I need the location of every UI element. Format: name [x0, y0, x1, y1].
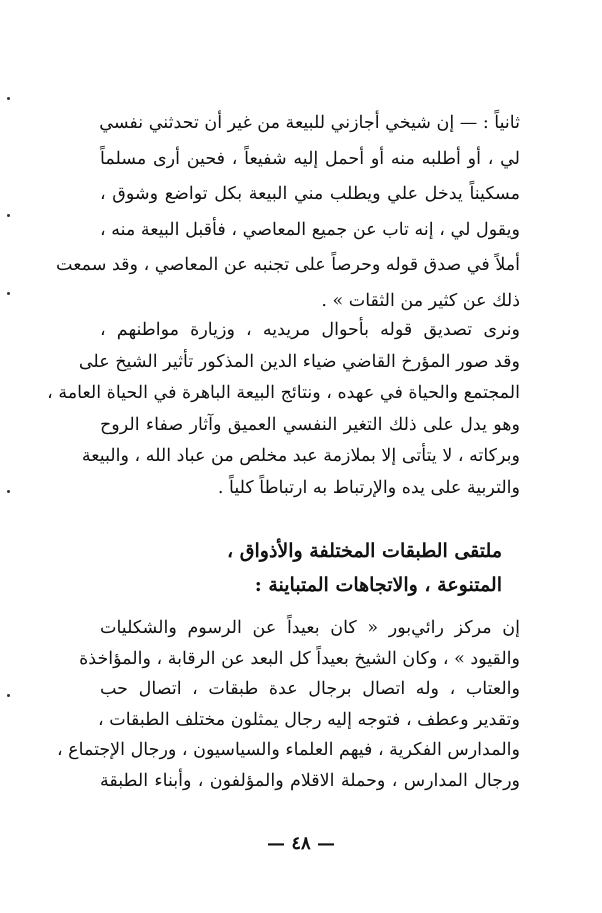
text-line: وبركاته ، لا يتأتى إلا بملازمة عبد مخلص من عباد الله ، والبيعة [81, 446, 520, 466]
text-line: وقد صور المؤرخ القاضي ضياء الدين المذكور تأثير الشيخ على [78, 351, 520, 372]
text-line: أملاً في صدق قوله وحرصاً على تجنبه عن المعاصي ، وقد سمعت [56, 255, 520, 275]
margin-mark [7, 97, 10, 100]
text-line: ونرى تصديق قوله بأحوال مريديه ، وزيارة مواطنهم ، [100, 320, 520, 340]
text-line: ويقول لي ، إنه تاب عن جميع المعاصي ، فأقبل البيعة منه ، [100, 219, 520, 240]
text-line: وتقدير وعطف ، فتوجه إليه رجال يمثلون مختلف الطبقات ، [98, 709, 520, 730]
text-line: والعتاب ، وله اتصال برجال عدة طبقات ، اتصال حب [100, 679, 520, 699]
text-line: لي ، أو أطلبه منه أو أحمل إليه شفيعاً ، فحين أرى مسلماً [100, 148, 520, 169]
paragraph-3 [56, 613, 520, 796]
margin-mark [7, 490, 10, 493]
text-line: وهو يدل على ذلك التغير النفسي العميق وآثار صفاء الروح [100, 414, 520, 435]
page-number: — ٤٨ — [267, 833, 335, 854]
text-line: ورجال المدارس ، وحملة الاقلام والمؤلفون ، وأبناء الطبقة [100, 770, 520, 791]
paragraph-1 [56, 106, 520, 319]
text-line: والمدارس الفكرية ، فيهم العلماء والسياسيون ، ورجال الإجتماع ، [56, 740, 520, 760]
section-heading [100, 534, 520, 602]
margin-mark [7, 292, 10, 295]
margin-mark [7, 214, 10, 217]
text-line: إن مركز رائي‌بور « كان بعيداً عن الرسوم والشكليات [100, 618, 520, 638]
text-line: والتربية على يده والإرتباط به ارتباطاً كلياً . [217, 477, 520, 498]
text-line: ثانياً : — إن شيخي أجازني للبيعة من غير أن تحدثني نفسي [99, 113, 520, 133]
text-line: المجتمع والحياة في عهده ، ونتائج البيعة الباهرة في الحياة العامة ، [47, 383, 520, 403]
heading-line: المتنوعة ، والاتجاهات المتباينة : [254, 574, 502, 596]
margin-mark [7, 694, 10, 697]
text-line: ذلك عن كثير من الثقات » . [321, 290, 520, 311]
text-line: مسكيناً يدخل علي ويطلب مني البيعة بكل تواضع وشوق ، [100, 184, 520, 204]
paragraph-2 [47, 315, 520, 504]
text-line: والقيود » ، وكان الشيخ بعيداً كل البعد عن الرقابة ، والمؤاخذة [79, 648, 520, 669]
heading-line: ملتقى الطبقات المختلفة والأذواق ، [227, 540, 502, 562]
